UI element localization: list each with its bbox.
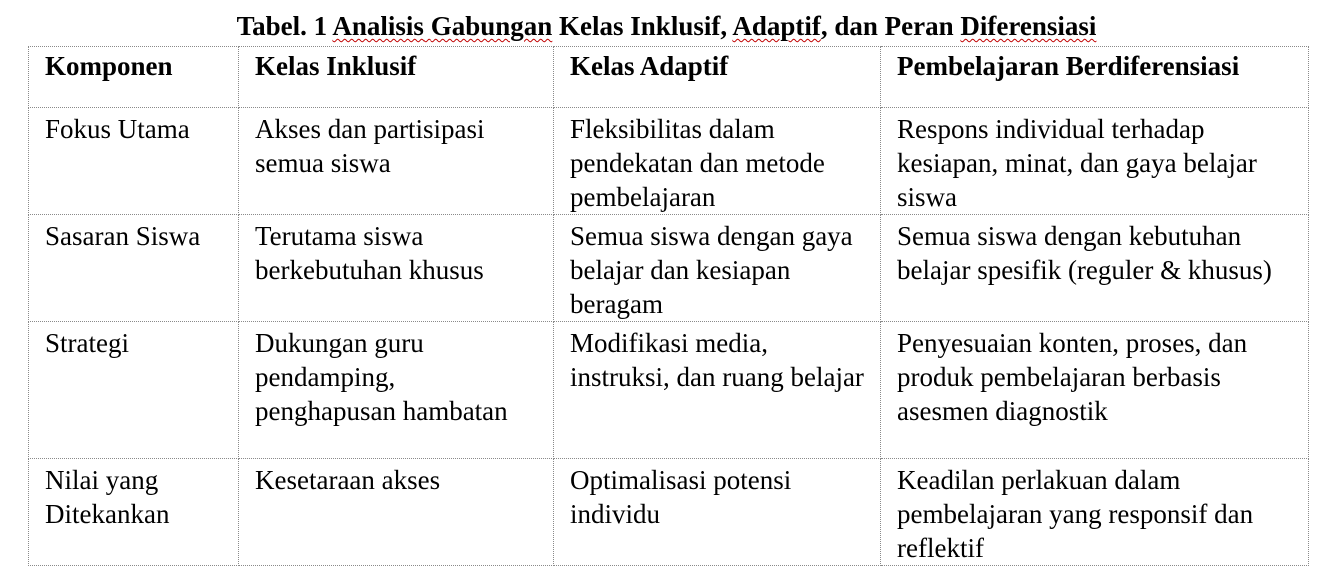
comparison-table — [28, 46, 1309, 566]
header-cell-pembelajaran-berdiferensiasi: Pembelajaran Berdiferensiasi — [881, 47, 1309, 108]
caption-middle: Kelas Inklusif, — [552, 11, 733, 41]
row-label-cell: Fokus Utama — [29, 108, 239, 215]
row-label-cell: Sasaran Siswa — [29, 215, 239, 322]
table-row — [29, 108, 1309, 215]
row-label-cell: Strategi — [29, 322, 239, 459]
caption-middle-2: , dan Peran — [820, 11, 961, 41]
table-cell: Terutama siswa berkebutuhan khusus — [239, 215, 554, 322]
caption-space — [424, 11, 431, 41]
caption-word-adaptif: Adaptif — [732, 11, 821, 41]
table-cell: Semua siswa dengan kebutuhan belajar spesifik (reguler & khusus) — [881, 215, 1309, 322]
table-row — [29, 322, 1309, 459]
header-row — [29, 47, 1309, 108]
table-cell: Kesetaraan akses — [239, 459, 554, 566]
table-cell: Fleksibilitas dalam pendekatan dan metode pembelajaran — [554, 108, 881, 215]
header-cell-kelas-adaptif: Kelas Adaptif — [554, 47, 881, 108]
caption-prefix: Tabel. 1 — [236, 11, 333, 41]
table-cell: Penyesuaian konten, proses, dan produk pembelajaran berbasis asesmen diagnostik — [881, 322, 1309, 459]
table-row — [29, 215, 1309, 322]
caption-word-diferensiasi: Diferensiasi — [960, 11, 1097, 41]
table-cell: Modifikasi media, instruksi, dan ruang belajar — [554, 322, 881, 459]
caption-word-analisis: Analisis — [332, 11, 424, 41]
caption-word-gabungan: Gabungan — [430, 11, 553, 41]
table-caption — [0, 9, 1333, 43]
table-row — [29, 459, 1309, 566]
table-cell: Akses dan partisipasi semua siswa — [239, 108, 554, 215]
table-cell: Optimalisasi potensi individu — [554, 459, 881, 566]
table-cell: Respons individual terhadap kesiapan, minat, dan gaya belajar siswa — [881, 108, 1309, 215]
table-cell: Dukungan guru pendamping, penghapusan hambatan — [239, 322, 554, 459]
table-cell: Semua siswa dengan gaya belajar dan kesiapan beragam — [554, 215, 881, 322]
header-cell-komponen: Komponen — [29, 47, 239, 108]
table-cell: Keadilan perlakuan dalam pembelajaran yang responsif dan reflektif — [881, 459, 1309, 566]
header-cell-kelas-inklusif: Kelas Inklusif — [239, 47, 554, 108]
row-label-cell: Nilai yang Ditekankan — [29, 459, 239, 566]
